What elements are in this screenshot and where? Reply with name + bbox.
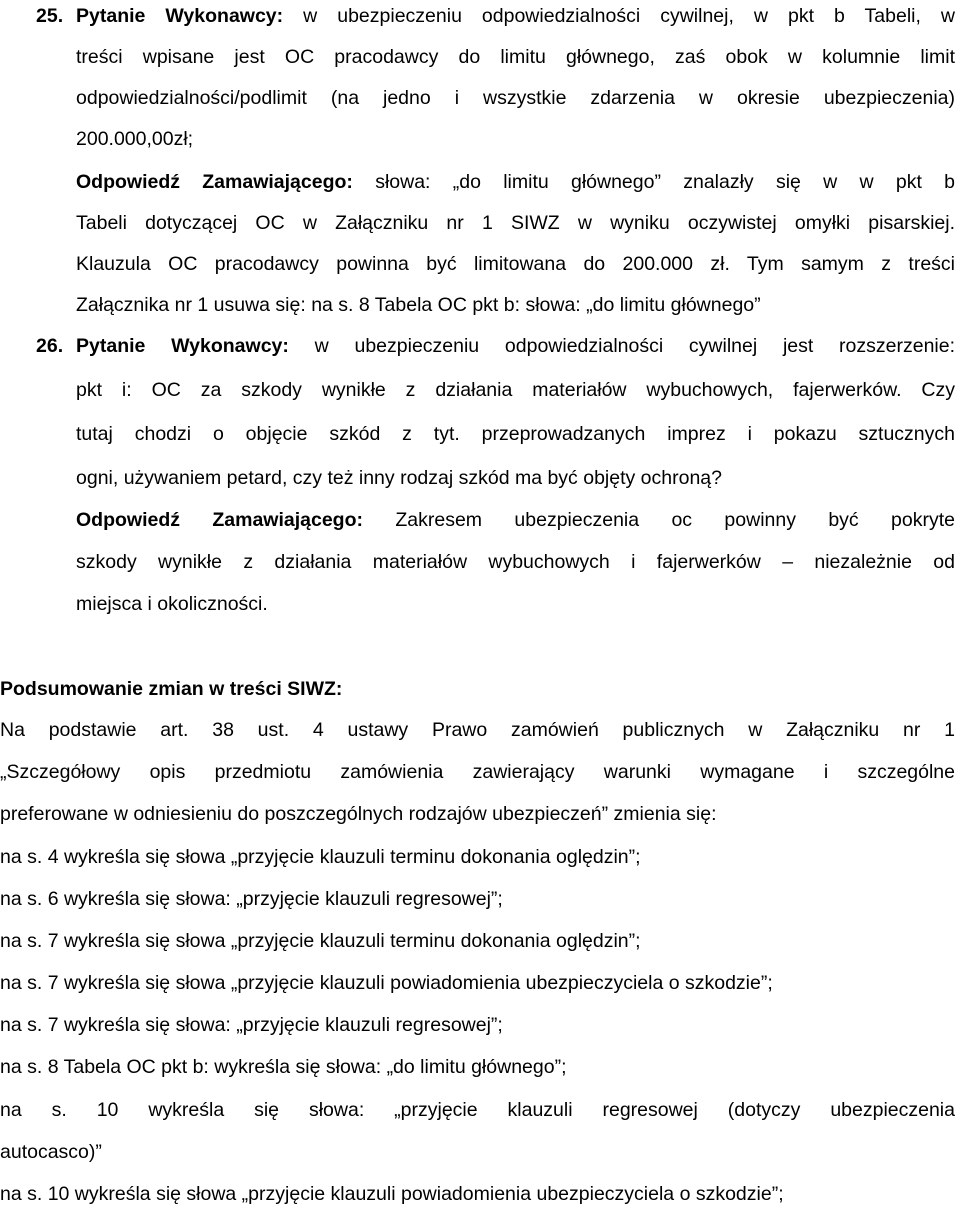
- answer-text: słowa: „do limitu głównego” znalazły się w w pkt b: [352, 171, 955, 193]
- answer-label: Odpowiedź Zamawiającego:: [76, 509, 363, 531]
- answer-label: Odpowiedź Zamawiającego:: [76, 171, 353, 193]
- answer-25-line-3: Klauzula OC pracodawcy powinna być limitowana do 200.000 zł. Tym samym z treści: [76, 253, 955, 275]
- answer-25-line-1: [76, 170, 955, 194]
- question-26-number: 26.: [36, 335, 64, 357]
- summary-item: na s. 7 wykreśla się słowa: „przyjęcie klauzuli regresowej”;: [0, 1014, 503, 1036]
- summary-item: na s. 6 wykreśla się słowa: „przyjęcie klauzuli regresowej”;: [0, 888, 503, 910]
- summary-item: na s. 4 wykreśla się słowa „przyjęcie klauzuli terminu dokonania oględzin”;: [0, 846, 641, 868]
- question-text: w ubezpieczeniu odpowiedzialności cywilnej jest rozszerzenie:: [288, 335, 955, 357]
- summary-intro-line-3: preferowane w odniesieniu do poszczególnych rodzajów ubezpieczeń” zmienia się:: [0, 803, 717, 825]
- question-text: w ubezpieczeniu odpowiedzialności cywilnej, w pkt b Tabeli, w: [283, 5, 955, 27]
- question-26-line-4: ogni, używaniem petard, czy też inny rodzaj szkód ma być objęty ochroną?: [76, 467, 722, 489]
- answer-25-line-2: Tabeli dotyczącej OC w Załączniku nr 1 SIWZ w wyniku oczywistej omyłki pisarskiej.: [76, 212, 955, 234]
- summary-heading: Podsumowanie zmian w treści SIWZ:: [0, 678, 343, 700]
- question-26-line-1: [76, 334, 955, 358]
- answer-25-line-4: Załącznika nr 1 usuwa się: na s. 8 Tabela OC pkt b: słowa: „do limitu głównego”: [76, 294, 761, 316]
- question-25-line-4: 200.000,00zł;: [76, 128, 194, 150]
- summary-item: na s. 8 Tabela OC pkt b: wykreśla się słowa: „do limitu głównego”;: [0, 1056, 567, 1078]
- question-26-line-3: tutaj chodzi o objęcie szkód z tyt. przeprowadzanych imprez i pokazu sztucznych: [76, 423, 955, 445]
- answer-text: Zakresem ubezpieczenia oc powinny być pokryte: [363, 509, 955, 531]
- question-label: Pytanie Wykonawcy:: [76, 335, 289, 357]
- answer-26-line-2: szkody wynikłe z działania materiałów wybuchowych i fajerwerków – niezależnie od: [76, 551, 955, 573]
- question-25-line-3: odpowiedzialności/podlimit (na jedno i wszystkie zdarzenia w okresie ubezpieczenia): [76, 87, 955, 109]
- summary-intro-line-1: Na podstawie art. 38 ust. 4 ustawy Prawo zamówień publicznych w Załączniku nr 1: [0, 719, 955, 741]
- summary-item: na s. 10 wykreśla się słowa: „przyjęcie klauzuli regresowej (dotyczy ubezpieczenia: [0, 1099, 955, 1121]
- question-25-line-2: treści wpisane jest OC pracodawcy do limitu głównego, zaś obok w kolumnie limit: [76, 46, 955, 68]
- question-25-number: 25.: [36, 5, 64, 27]
- question-26-line-2: pkt i: OC za szkody wynikłe z działania materiałów wybuchowych, fajerwerków. Czy: [76, 379, 955, 401]
- answer-26-line-3: miejsca i okoliczności.: [76, 593, 268, 615]
- summary-intro-line-2: „Szczegółowy opis przedmiotu zamówienia zawierający warunki wymagane i szczególne: [0, 761, 955, 783]
- summary-item-continuation: autocasco)”: [0, 1141, 102, 1163]
- question-label: Pytanie Wykonawcy:: [76, 5, 284, 27]
- summary-item: na s. 10 wykreśla się słowa „przyjęcie klauzuli powiadomienia ubezpieczyciela o szkodzie”;: [0, 1183, 784, 1205]
- summary-item: na s. 7 wykreśla się słowa „przyjęcie klauzuli powiadomienia ubezpieczyciela o szkodzie”;: [0, 972, 773, 994]
- answer-26-line-1: [76, 508, 955, 532]
- summary-item: na s. 7 wykreśla się słowa „przyjęcie klauzuli terminu dokonania oględzin”;: [0, 930, 641, 952]
- question-25-line-1: [76, 4, 955, 28]
